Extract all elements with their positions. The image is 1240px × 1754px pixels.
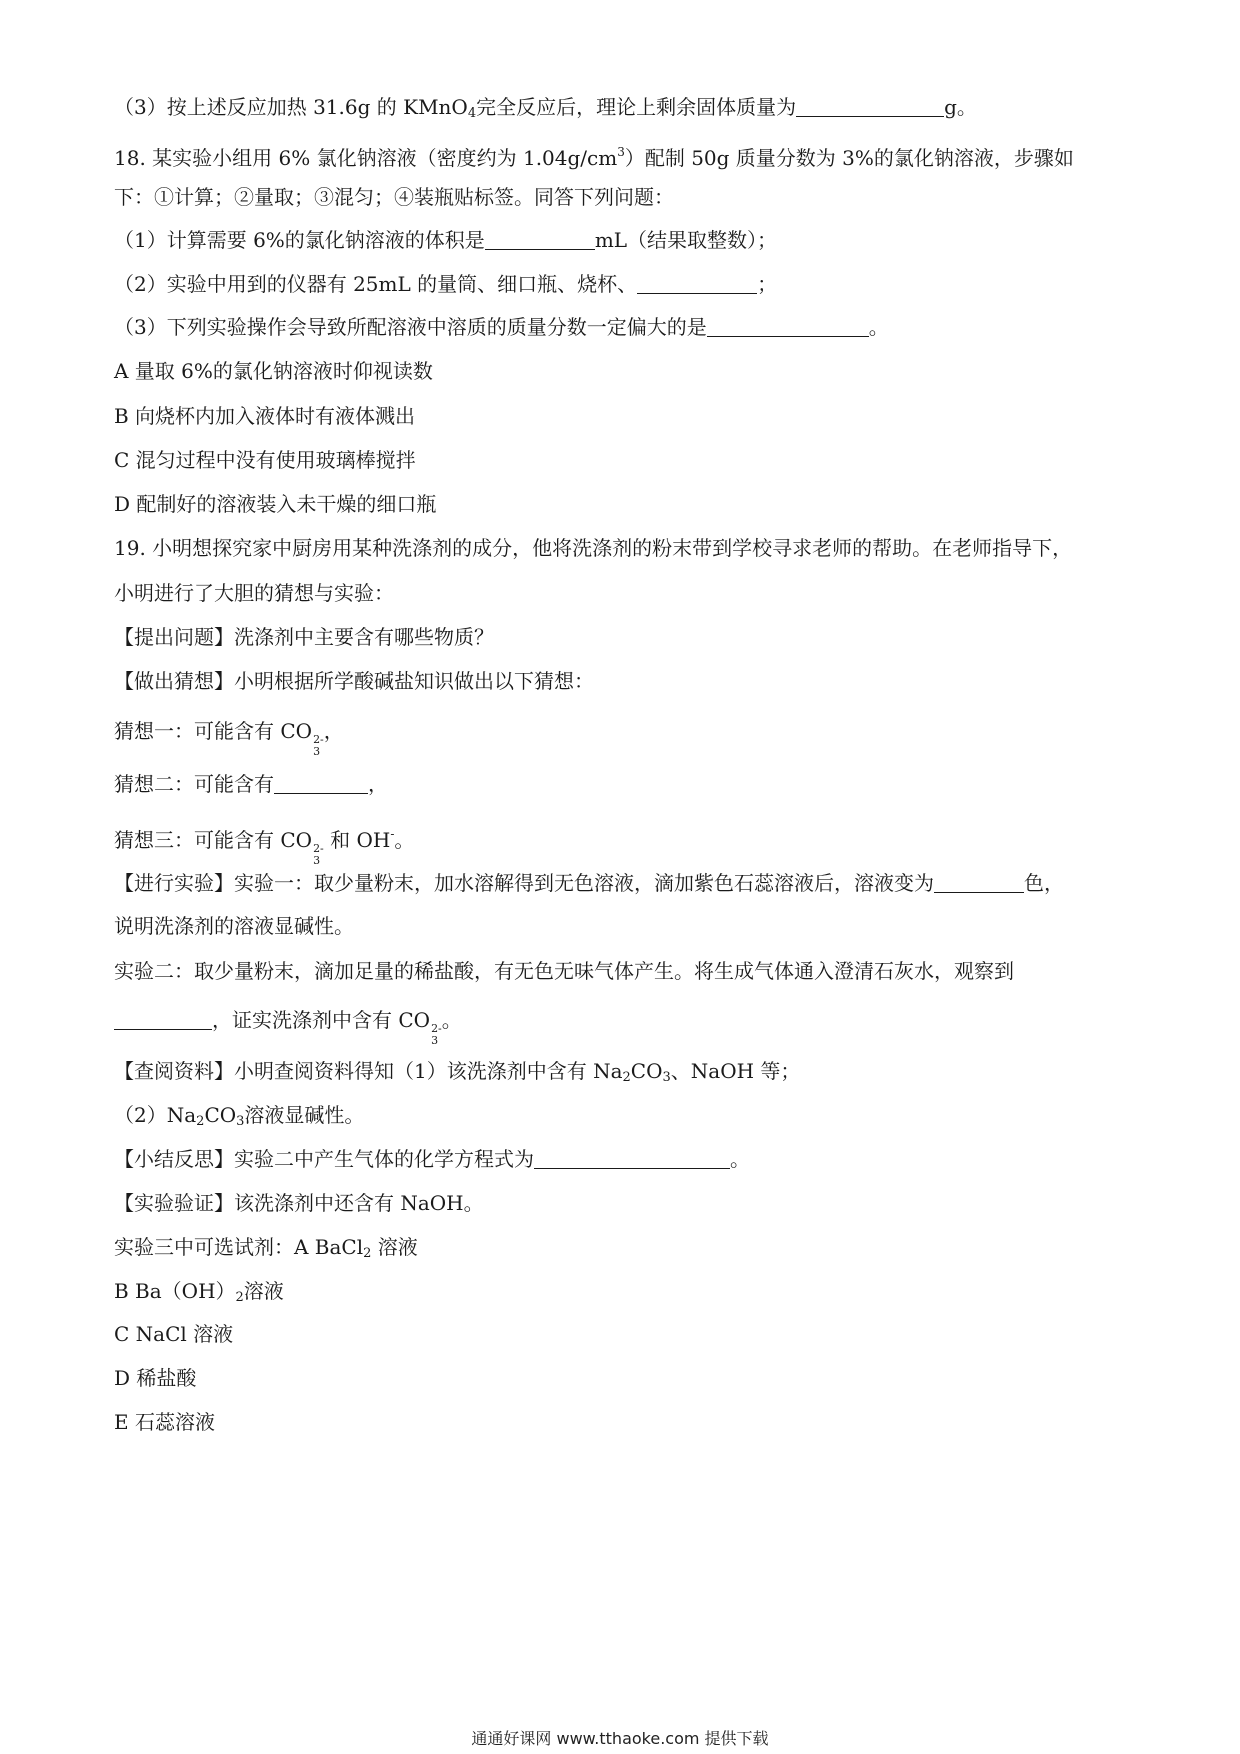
- page-footer: 通通好课网 www.tthaoke.com 提供下载: [471, 1729, 769, 1748]
- answer-blank[interactable]: [274, 773, 368, 794]
- subscript: 4: [467, 106, 477, 121]
- q18-stem-text-2: ）配制 50g 质量分数为 3%的氯化钠溶液，步骤如: [624, 146, 1074, 170]
- answer-blank[interactable]: [114, 1009, 212, 1030]
- q18-stem: [114, 138, 1074, 172]
- answer-blank[interactable]: [707, 316, 869, 337]
- q18-part2-text-2: ；: [757, 272, 778, 296]
- q18-option-a: A 量取 6%的氯化钠溶液时仰视读数: [114, 359, 433, 383]
- ref2-text: （2）Na: [114, 1103, 197, 1127]
- q19-option-d: D 稀盐酸: [114, 1366, 197, 1390]
- summary-text-2: 。: [730, 1147, 750, 1171]
- ref2-text-2: CO: [204, 1103, 237, 1127]
- subscript: 3: [662, 1070, 671, 1085]
- q18-part2: [114, 270, 777, 298]
- answer-blank[interactable]: [534, 1148, 730, 1169]
- subscript: 2: [363, 1246, 372, 1261]
- superscript: 3: [617, 145, 625, 159]
- q17-part3-text-2: 完全反应后，理论上剩余固体质量为: [476, 95, 797, 119]
- ion-subscript: 3: [313, 854, 321, 867]
- ref2-text-3: 溶液显碱性。: [244, 1103, 365, 1127]
- q19-option-b: [114, 1277, 284, 1312]
- q18-part2-text: （2）实验中用到的仪器有 25mL 的量筒、细口瓶、烧杯、: [114, 272, 638, 296]
- answer-blank[interactable]: [934, 872, 1024, 893]
- ion-superscript: 2-: [313, 842, 324, 855]
- summary-text: 【小结反思】实验二中产生气体的化学方程式为: [114, 1147, 534, 1171]
- q18-option-b: B 向烧杯内加入液体时有液体溅出: [114, 404, 416, 428]
- optb-text-2: 溶液: [243, 1279, 284, 1303]
- subscript: 2: [622, 1070, 631, 1085]
- superscript: -: [390, 827, 395, 841]
- carbonate-charge: [313, 843, 324, 867]
- ion-superscript: 2-: [431, 1022, 442, 1035]
- q19-exp1-line2: 说明洗涤剂的溶液显碱性。: [114, 914, 354, 938]
- q19-reference: [114, 1057, 800, 1092]
- q18-part1-text-2: mL（结果取整数）；: [594, 228, 778, 252]
- q19-summary: [114, 1145, 750, 1173]
- exp3-text: 实验三中可选试剂：A BaCl: [114, 1235, 364, 1259]
- guess3-text: 猜想三：可能含有 CO: [114, 828, 313, 852]
- q19-exp3: [114, 1233, 418, 1268]
- q18-part3-text: （3）下列实验操作会导致所配溶液中溶质的质量分数一定偏大的是: [114, 315, 707, 339]
- answer-blank[interactable]: [637, 273, 757, 294]
- q18-option-d: D 配制好的溶液装入未干燥的细口瓶: [114, 492, 437, 516]
- q18-part3-text-2: 。: [868, 315, 889, 339]
- ref-text-3: 、NaOH 等；: [670, 1059, 801, 1083]
- exp1-text-2: 色，: [1024, 871, 1064, 895]
- answer-blank[interactable]: [796, 96, 944, 117]
- ref-text-2: CO: [630, 1059, 663, 1083]
- q18-part3: [114, 313, 889, 341]
- guess1-text-2: ，: [323, 719, 344, 743]
- answer-blank[interactable]: [485, 229, 595, 250]
- q19-stem: 19. 小明想探究家中厨房用某种洗涤剂的成分，他将洗涤剂的粉末带到学校寻求老师的帮助。在老师指导下，: [114, 536, 1073, 560]
- subscript: 3: [236, 1114, 245, 1129]
- q18-stem-line2: 下：①计算；②量取；③混匀；④装瓶贴标签。同答下列问题：: [114, 185, 674, 209]
- q17-part3: [114, 93, 977, 128]
- q19-exp1: [114, 869, 1064, 897]
- q19-verify: 【实验验证】该洗涤剂中还含有 NaOH。: [114, 1191, 484, 1215]
- guess2-text: 猜想二：可能含有: [114, 772, 274, 796]
- ion-superscript: 2-: [313, 733, 324, 746]
- q18-option-c: C 混匀过程中没有使用玻璃棒搅拌: [114, 448, 416, 472]
- exp2-text-2: 。: [441, 1008, 462, 1032]
- unit-text: g。: [944, 95, 977, 119]
- carbonate-charge: [313, 734, 324, 758]
- ion-subscript: 3: [431, 1034, 439, 1047]
- subscript: 2: [196, 1114, 205, 1129]
- subscript: 2: [235, 1290, 244, 1305]
- q19-stem-line2: 小明进行了大胆的猜想与实验：: [114, 581, 394, 605]
- q19-exp2: 实验二：取少量粉末，滴加足量的稀盐酸，有无色无味气体产生。将生成气体通入澄清石灰水，观察到: [114, 959, 1014, 983]
- q19-guess-intro: 【做出猜想】小明根据所学酸碱盐知识做出以下猜想：: [114, 669, 594, 693]
- exp2-text: ，证实洗涤剂中含有 CO: [212, 1008, 431, 1032]
- q18-stem-text: 18. 某实验小组用 6% 氯化钠溶液（密度约为 1.04g/cm: [114, 146, 618, 170]
- q19-option-c: C NaCl 溶液: [114, 1322, 234, 1346]
- q19-option-e: E 石蕊溶液: [114, 1410, 215, 1434]
- ref-text: 【查阅资料】小明查阅资料得知（1）该洗涤剂中含有 Na: [114, 1059, 623, 1083]
- q19-ask: 【提出问题】洗涤剂中主要含有哪些物质？: [114, 625, 494, 649]
- q19-exp2-line2: [114, 1006, 462, 1047]
- guess3-text-3: 。: [394, 828, 415, 852]
- q18-part1-text: （1）计算需要 6%的氯化钠溶液的体积是: [114, 228, 485, 252]
- guess2-text-2: ，: [368, 772, 388, 796]
- q19-guess1: [114, 717, 344, 758]
- ion-subscript: 3: [313, 745, 321, 758]
- q19-reference-2: [114, 1101, 364, 1136]
- exp3-text-2: 溶液: [371, 1235, 418, 1259]
- carbonate-charge: [431, 1023, 442, 1047]
- exp1-text: 【进行实验】实验一：取少量粉末，加水溶解得到无色溶液，滴加紫色石蕊溶液后，溶液变为: [114, 871, 934, 895]
- q19-guess2: [114, 770, 388, 798]
- q18-part1: [114, 226, 777, 254]
- q17-part3-text: （3）按上述反应加热 31.6g 的 KMnO: [114, 95, 468, 119]
- q19-guess3: [114, 820, 414, 867]
- guess1-text: 猜想一：可能含有 CO: [114, 719, 313, 743]
- optb-text: B Ba（OH）: [114, 1279, 236, 1303]
- guess3-text-2: 和 OH: [323, 828, 391, 852]
